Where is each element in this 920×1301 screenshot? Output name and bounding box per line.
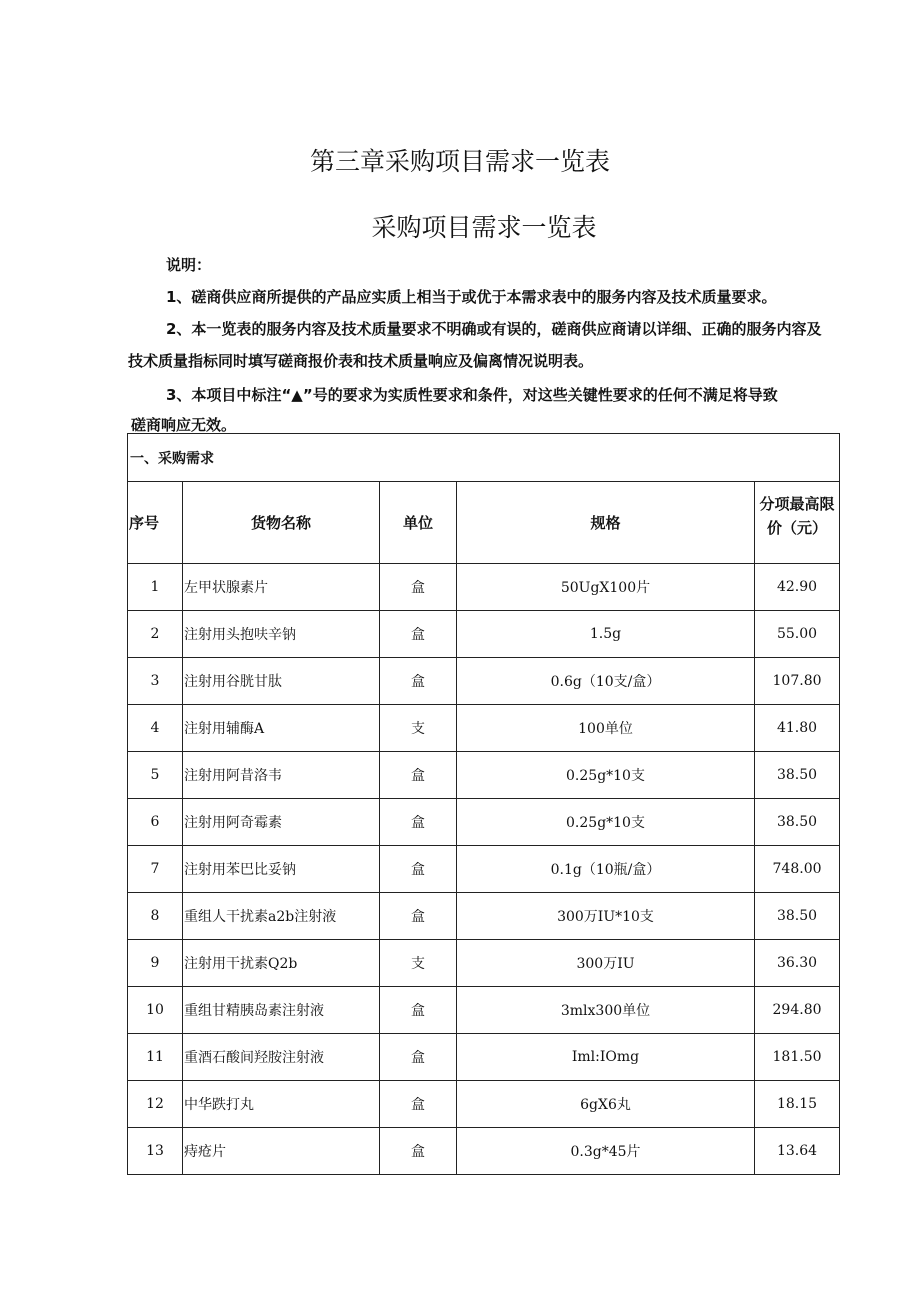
table-row (128, 564, 840, 611)
cell-spec: 0.1g（10瓶/盒） (457, 846, 755, 893)
table-row (128, 799, 840, 846)
cell-name: 注射用阿昔洛韦 (183, 752, 380, 799)
table-row (128, 752, 840, 799)
cell-unit: 盒 (380, 846, 457, 893)
table-row (128, 940, 840, 987)
table-row (128, 705, 840, 752)
cell-seq: 3 (128, 658, 183, 705)
table-row (128, 658, 840, 705)
cell-name: 注射用谷胱甘肽 (183, 658, 380, 705)
cell-unit: 支 (380, 940, 457, 987)
note-item-2-line-1: 2、本一览表的服务内容及技术质量要求不明确或有误的，磋商供应商请以详细、正确的服务内容及 (166, 320, 822, 338)
cell-price: 55.00 (755, 611, 840, 658)
header-name: 货物名称 (183, 482, 380, 564)
cell-price: 107.80 (755, 658, 840, 705)
table-row (128, 893, 840, 940)
cell-name: 左甲状腺素片 (183, 564, 380, 611)
section-row (128, 434, 840, 482)
cell-unit: 盒 (380, 1128, 457, 1175)
cell-spec: 300万IU*10支 (457, 893, 755, 940)
cell-name: 重组人干扰素a2b注射液 (183, 893, 380, 940)
cell-name: 重组甘精胰岛素注射液 (183, 987, 380, 1034)
cell-spec: 1.5g (457, 611, 755, 658)
cell-seq: 8 (128, 893, 183, 940)
note-item-3-line-1: 3、本项目中标注“▲”号的要求为实质性要求和条件，对这些关键性要求的任何不满足将导致 (166, 386, 778, 404)
cell-spec: 0.25g*10支 (457, 799, 755, 846)
cell-unit: 盒 (380, 893, 457, 940)
cell-seq: 1 (128, 564, 183, 611)
header-seq: 序号 (128, 482, 183, 564)
header-spec: 规格 (457, 482, 755, 564)
table-row (128, 987, 840, 1034)
cell-unit: 盒 (380, 799, 457, 846)
table-row (128, 1034, 840, 1081)
cell-spec: 0.3g*45片 (457, 1128, 755, 1175)
cell-seq: 6 (128, 799, 183, 846)
cell-price: 181.50 (755, 1034, 840, 1081)
header-price-line-2: 价（元） (767, 519, 828, 537)
requirements-table (127, 433, 840, 1175)
header-price (755, 482, 840, 564)
cell-name: 注射用阿奇霉素 (183, 799, 380, 846)
cell-spec: 300万IU (457, 940, 755, 987)
chapter-title: 第三章采购项目需求一览表 (309, 147, 610, 176)
cell-unit: 盒 (380, 752, 457, 799)
table-row (128, 846, 840, 893)
cell-spec: Iml:IOmg (457, 1034, 755, 1081)
cell-price: 38.50 (755, 799, 840, 846)
cell-price: 294.80 (755, 987, 840, 1034)
cell-name: 注射用苯巴比妥钠 (183, 846, 380, 893)
table-row (128, 1081, 840, 1128)
cell-unit: 盒 (380, 987, 457, 1034)
cell-price: 41.80 (755, 705, 840, 752)
cell-name: 中华跌打丸 (183, 1081, 380, 1128)
header-row (128, 482, 840, 564)
cell-spec: 3mlx300单位 (457, 987, 755, 1034)
cell-unit: 盒 (380, 1034, 457, 1081)
cell-price: 38.50 (755, 752, 840, 799)
cell-seq: 13 (128, 1128, 183, 1175)
cell-seq: 7 (128, 846, 183, 893)
cell-seq: 11 (128, 1034, 183, 1081)
cell-price: 748.00 (755, 846, 840, 893)
cell-price: 42.90 (755, 564, 840, 611)
cell-spec: 0.25g*10支 (457, 752, 755, 799)
cell-seq: 2 (128, 611, 183, 658)
cell-unit: 盒 (380, 564, 457, 611)
cell-price: 38.50 (755, 893, 840, 940)
note-item-1: 1、磋商供应商所提供的产品应实质上相当于或优于本需求表中的服务内容及技术质量要求。 (166, 288, 777, 306)
cell-name: 痔疮片 (183, 1128, 380, 1175)
header-unit: 单位 (380, 482, 457, 564)
cell-seq: 5 (128, 752, 183, 799)
cell-unit: 盒 (380, 611, 457, 658)
notes-label: 说明： (166, 256, 212, 274)
cell-seq: 4 (128, 705, 183, 752)
cell-unit: 盒 (380, 1081, 457, 1128)
table-row (128, 1128, 840, 1175)
cell-spec: 6gX6丸 (457, 1081, 755, 1128)
cell-seq: 12 (128, 1081, 183, 1128)
cell-price: 18.15 (755, 1081, 840, 1128)
note-item-3-line-2: 磋商响应无效。 (131, 416, 237, 434)
cell-seq: 9 (128, 940, 183, 987)
cell-unit: 支 (380, 705, 457, 752)
cell-name: 注射用干扰素Q2b (183, 940, 380, 987)
header-price-line-1: 分项最高限 (759, 495, 835, 513)
table-title: 采购项目需求一览表 (371, 213, 597, 242)
cell-spec: 50UgX100片 (457, 564, 755, 611)
cell-name: 注射用头抱呋辛钠 (183, 611, 380, 658)
cell-unit: 盒 (380, 658, 457, 705)
cell-price: 36.30 (755, 940, 840, 987)
cell-name: 重酒石酸间羟胺注射液 (183, 1034, 380, 1081)
cell-price: 13.64 (755, 1128, 840, 1175)
cell-seq: 10 (128, 987, 183, 1034)
cell-spec: 0.6g（10支/盒） (457, 658, 755, 705)
note-item-2-line-2: 技术质量指标同时填写磋商报价表和技术质量响应及偏离情况说明表。 (128, 352, 594, 370)
cell-spec: 100单位 (457, 705, 755, 752)
section-label: 一、采购需求 (128, 434, 840, 482)
cell-name: 注射用辅酶A (183, 705, 380, 752)
table-row (128, 611, 840, 658)
